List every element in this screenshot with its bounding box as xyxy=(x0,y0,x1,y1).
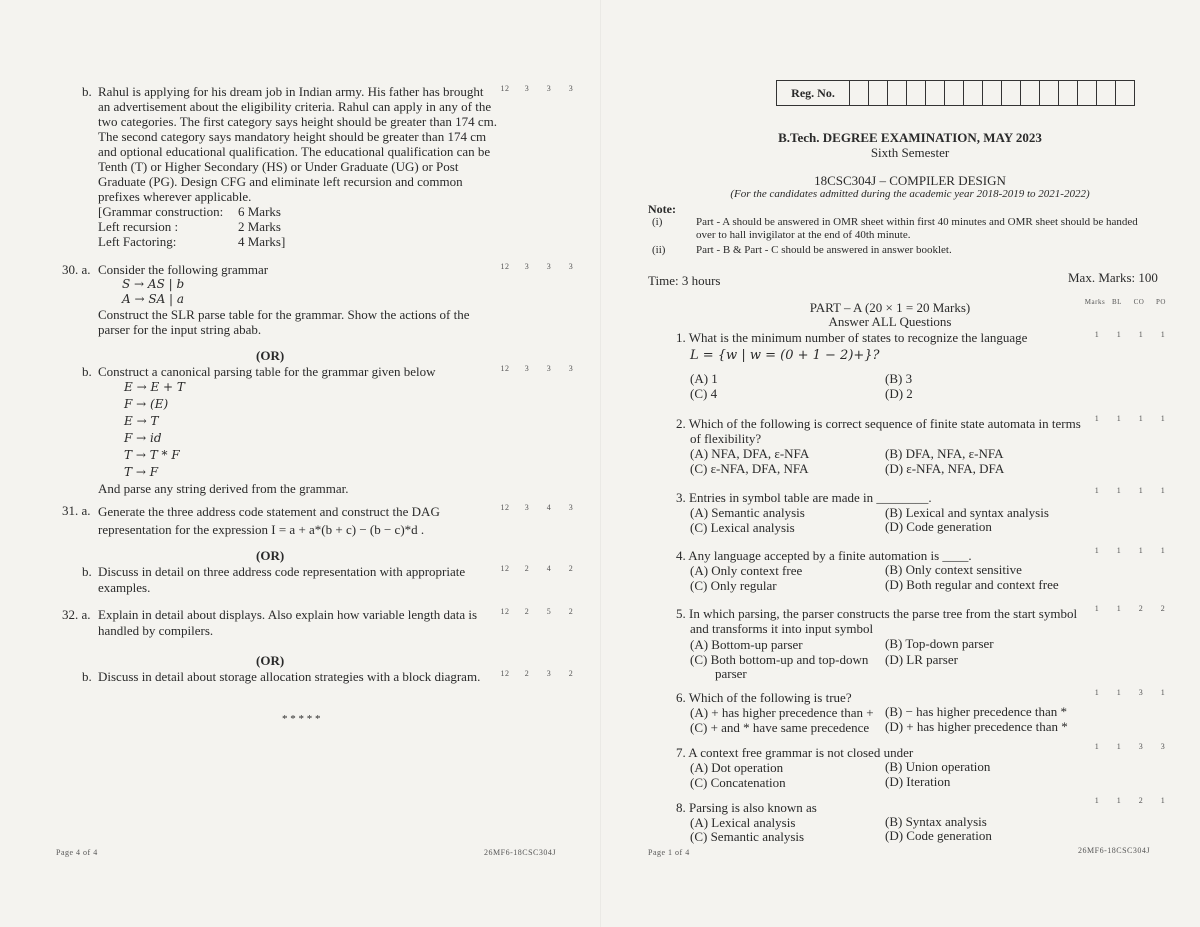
mark-value: 1 xyxy=(1094,546,1100,555)
mcq-7-option-d: (D) Iteration xyxy=(885,774,951,789)
mark-value: 3 xyxy=(568,364,574,373)
reg-no-table xyxy=(776,80,1135,106)
marks-header xyxy=(1084,298,1172,306)
q30a-line: Construct the SLR parse table for the grammar. Show the actions of the xyxy=(98,307,470,322)
q31b-line: Discuss in detail on three address code representation with appropriate xyxy=(98,564,466,579)
grammar-rule: T → F xyxy=(124,465,159,479)
mcq-5-option-a: (A) Bottom-up parser xyxy=(690,637,803,652)
reg-cell xyxy=(964,81,983,106)
mcq-6-option-b: (B) − has higher precedence than * xyxy=(885,704,1068,719)
mark-value: 2 xyxy=(1138,604,1144,613)
split-val: 6 Marks xyxy=(238,204,281,219)
mcq-5-option-c: (C) Both bottom-up and top-down xyxy=(690,652,869,667)
mark-value: 3 xyxy=(546,262,552,271)
reg-cell xyxy=(907,81,926,106)
q31b-label: b. xyxy=(82,564,92,579)
or-separator: (OR) xyxy=(256,548,285,563)
q29b-marks xyxy=(494,84,582,93)
exam-time: Time: 3 hours xyxy=(648,273,721,288)
mark-value: 1 xyxy=(1116,546,1122,555)
mark-value: 4 xyxy=(546,503,552,512)
reg-cell xyxy=(926,81,945,106)
mark-value: 12 xyxy=(500,564,510,573)
q29b-split-row xyxy=(98,204,497,219)
reg-cell xyxy=(945,81,964,106)
mark-value: 3 xyxy=(524,503,530,512)
reg-cell xyxy=(1097,81,1116,106)
mark-value: 3 xyxy=(524,262,530,271)
mark-value: 3 xyxy=(546,364,552,373)
mark-value: 3 xyxy=(546,669,552,678)
q29b-body xyxy=(98,84,497,249)
mark-value: 1 xyxy=(1160,546,1166,555)
mcq-2-option-d: (D) ε-NFA, NFA, DFA xyxy=(885,461,1005,476)
reg-cell xyxy=(983,81,1002,106)
reg-cell xyxy=(1021,81,1040,106)
mcq-6-question: 6. Which of the following is true? xyxy=(676,690,852,705)
mark-value: 2 xyxy=(568,607,574,616)
footer-page: Page 4 of 4 xyxy=(56,848,98,857)
mcq-8-marks xyxy=(1086,796,1174,805)
academic-note: (For the candidates admitted during the academic year 2018-2019 to 2021-2022) xyxy=(730,188,1090,200)
mark-value: 5 xyxy=(546,607,552,616)
mcq-8-option-b: (B) Syntax analysis xyxy=(885,814,987,829)
mcq-5-option-d: (D) LR parser xyxy=(885,652,958,667)
mcq-6-option-a: (A) + has higher precedence than + xyxy=(690,705,874,720)
header-cell: PO xyxy=(1156,298,1166,306)
q29b-line: two categories. The first category says height should be greater than 174 cm. xyxy=(98,114,498,129)
mark-value: 1 xyxy=(1116,796,1122,805)
mcq-4-marks xyxy=(1086,546,1174,555)
part-a-heading: PART – A (20 × 1 = 20 Marks) xyxy=(809,300,971,315)
mark-value: 12 xyxy=(500,84,510,93)
q29b-line: prefixes wherever applicable. xyxy=(98,189,252,204)
q32a-line: Explain in detail about displays. Also explain how variable length data is xyxy=(98,607,478,622)
mcq-5-question xyxy=(676,606,1077,636)
question-line: of flexibility? xyxy=(690,431,762,446)
q32a-body xyxy=(98,607,477,639)
q31b-body xyxy=(98,564,465,596)
reg-label: Reg. No. xyxy=(777,81,850,106)
footer-code: 26MF6-18CSC304J xyxy=(484,848,556,857)
mark-value: 1 xyxy=(1116,414,1122,423)
q30b-body xyxy=(98,364,436,496)
mcq-2-question xyxy=(676,416,1081,446)
q30a-line: parser for the input string abab. xyxy=(98,322,262,337)
reg-cell xyxy=(1059,81,1078,106)
mcq-7-option-b: (B) Union operation xyxy=(885,759,991,774)
split-val: 2 Marks xyxy=(238,219,281,234)
mark-value: 3 xyxy=(546,84,552,93)
q31a-line: Generate the three address code statement and construct the DAG xyxy=(98,504,440,519)
note-line: over to hall invigilator at the end of 40th minute. xyxy=(696,229,911,241)
grammar-rule: E → T xyxy=(124,414,159,428)
mcq-1-option-c: (C) 4 xyxy=(690,386,718,401)
q30a-label: 30. a. xyxy=(62,262,91,277)
semester: Sixth Semester xyxy=(870,145,950,160)
q30a-marks xyxy=(494,262,582,271)
header-cell: Marks xyxy=(1084,298,1106,306)
mcq-5-option-c-cont: parser xyxy=(715,666,747,681)
note-num: (ii) xyxy=(652,244,666,256)
mcq-5-marks xyxy=(1086,604,1174,613)
mcq-3-marks xyxy=(1086,486,1174,495)
mark-value: 1 xyxy=(1138,330,1144,339)
footer-page: Page 1 of 4 xyxy=(648,848,690,857)
q31b-line: examples. xyxy=(98,580,151,595)
split-val: 4 Marks] xyxy=(238,234,286,249)
mcq-3-option-a: (A) Semantic analysis xyxy=(690,505,805,520)
q30b-text: Construct a canonical parsing table for the grammar given below xyxy=(98,364,436,379)
mark-value: 1 xyxy=(1138,486,1144,495)
mark-value: 3 xyxy=(524,364,530,373)
q29b-label: b. xyxy=(82,84,92,99)
right-page xyxy=(600,0,1200,927)
q32b-marks xyxy=(494,669,582,678)
q31a-marks xyxy=(494,503,582,512)
note-line: Part - B & Part - C should be answered in answer booklet. xyxy=(696,244,952,256)
mark-value: 3 xyxy=(1160,742,1166,751)
q32a-line: handled by compilers. xyxy=(98,623,214,638)
q31a-body xyxy=(98,503,440,539)
mark-value: 3 xyxy=(1138,742,1144,751)
reg-cell xyxy=(1002,81,1021,106)
reg-no-box xyxy=(776,80,1135,106)
q32a-marks xyxy=(494,607,582,616)
mark-value: 3 xyxy=(568,84,574,93)
answer-all: Answer ALL Questions xyxy=(828,314,952,329)
mcq-1-formula: L = {w | w = (0 + 1 − 2)+}? xyxy=(690,348,880,363)
mcq-6-option-d: (D) + has higher precedence than * xyxy=(885,719,1068,734)
note-num: (i) xyxy=(652,216,663,228)
mark-value: 1 xyxy=(1160,486,1166,495)
q29b-line: Tenth (T) or Higher Secondary (HS) or Under Graduate (UG) or Post xyxy=(98,159,459,174)
mcq-7-question: 7. A context free grammar is not closed under xyxy=(676,745,914,760)
reg-cell xyxy=(1078,81,1097,106)
mcq-3-option-d: (D) Code generation xyxy=(885,519,992,534)
mcq-1-marks xyxy=(1086,330,1174,339)
mcq-8-question: 8. Parsing is also known as xyxy=(676,800,817,815)
q30b-label: b. xyxy=(82,364,92,379)
mcq-6-option-c: (C) + and * have same precedence xyxy=(690,720,870,735)
grammar-rule: A → SA | a xyxy=(122,292,185,306)
mark-value: 2 xyxy=(524,669,530,678)
q30b-after: And parse any string derived from the grammar. xyxy=(98,481,349,496)
mark-value: 1 xyxy=(1094,688,1100,697)
mcq-2-option-c: (C) ε-NFA, DFA, NFA xyxy=(690,461,809,476)
grammar-rule: F → id xyxy=(124,431,162,445)
mark-value: 3 xyxy=(524,84,530,93)
mcq-7-marks xyxy=(1086,742,1174,751)
q31b-marks xyxy=(494,564,582,573)
note-line: Part - A should be answered in OMR sheet within first 40 minutes and OMR sheet should be handed xyxy=(696,216,1138,228)
q29b-line: The second category says mandatory height should be greater than 174 cm xyxy=(98,129,487,144)
q29b-line: and optional educational qualification. The educational qualification can be xyxy=(98,144,491,159)
q29b-line: Rahul is applying for his dream job in Indian army. His father has brought xyxy=(98,84,484,99)
reg-cell xyxy=(869,81,888,106)
mark-value: 1 xyxy=(1094,330,1100,339)
mcq-6-marks xyxy=(1086,688,1174,697)
q29b-line: an advertisement about the eligibility criteria. Rahul can apply in any of the xyxy=(98,99,492,114)
mark-value: 2 xyxy=(524,607,530,616)
q31a-label: 31. a. xyxy=(62,503,91,518)
mark-value: 12 xyxy=(500,262,510,271)
reg-cell xyxy=(888,81,907,106)
q30a-body xyxy=(98,262,470,337)
mcq-4-option-d: (D) Both regular and context free xyxy=(885,577,1059,592)
mcq-4-option-a: (A) Only context free xyxy=(690,563,803,578)
mark-value: 2 xyxy=(1160,604,1166,613)
header-cell: CO xyxy=(1133,298,1145,306)
mark-value: 1 xyxy=(1138,414,1144,423)
end-stars: * * * * * xyxy=(282,713,321,725)
mcq-8-option-c: (C) Semantic analysis xyxy=(690,829,805,844)
q29b-split-row xyxy=(98,234,497,249)
mark-value: 1 xyxy=(1116,742,1122,751)
split-name: Left Factoring: xyxy=(98,234,177,249)
or-separator: (OR) xyxy=(256,348,285,363)
mark-value: 2 xyxy=(524,564,530,573)
mcq-1-option-d: (D) 2 xyxy=(885,386,913,401)
mark-value: 3 xyxy=(1138,688,1144,697)
mark-value: 12 xyxy=(500,669,510,678)
mark-value: 2 xyxy=(568,564,574,573)
mcq-5-option-b: (B) Top-down parser xyxy=(885,636,994,651)
or-separator: (OR) xyxy=(256,653,285,668)
mcq-2-marks xyxy=(1086,414,1174,423)
mark-value: 2 xyxy=(1138,796,1144,805)
mark-value: 1 xyxy=(1094,604,1100,613)
mcq-8-option-d: (D) Code generation xyxy=(885,828,992,843)
grammar-rule: T → T * F xyxy=(124,448,180,462)
mark-value: 1 xyxy=(1116,330,1122,339)
mcq-7-option-c: (C) Concatenation xyxy=(690,775,786,790)
mcq-1-option-b: (B) 3 xyxy=(885,371,913,386)
q32b-label: b. xyxy=(82,669,92,684)
mcq-3-question: 3. Entries in symbol table are made in ________. xyxy=(676,490,932,505)
mcq-2-option-a: (A) NFA, DFA, ε-NFA xyxy=(690,446,810,461)
mcq-3-option-c: (C) Lexical analysis xyxy=(690,520,795,535)
mark-value: 1 xyxy=(1094,796,1100,805)
split-name: Left recursion : xyxy=(98,219,179,234)
mark-value: 12 xyxy=(500,503,510,512)
mcq-2-option-b: (B) DFA, NFA, ε-NFA xyxy=(885,446,1004,461)
note-label: Note: xyxy=(648,202,676,216)
course-title: 18CSC304J – COMPILER DESIGN xyxy=(814,173,1006,188)
max-marks: Max. Marks: 100 xyxy=(1068,270,1158,285)
mcq-7-option-a: (A) Dot operation xyxy=(690,760,784,775)
mcq-1-question: 1. What is the minimum number of states to recognize the language xyxy=(676,330,1028,345)
exam-title: B.Tech. DEGREE EXAMINATION, MAY 2023 xyxy=(778,130,1042,145)
mcq-8-option-a: (A) Lexical analysis xyxy=(690,815,796,830)
mark-value: 1 xyxy=(1094,486,1100,495)
mcq-3-option-b: (B) Lexical and syntax analysis xyxy=(885,505,1049,520)
question-line: and transforms it into input symbol xyxy=(690,621,874,636)
mcq-4-option-b: (B) Only context sensitive xyxy=(885,562,1022,577)
mark-value: 1 xyxy=(1116,486,1122,495)
mark-value: 1 xyxy=(1116,688,1122,697)
mark-value: 1 xyxy=(1116,604,1122,613)
mark-value: 1 xyxy=(1160,688,1166,697)
grammar-rule: E → E + T xyxy=(124,380,185,394)
mark-value: 4 xyxy=(546,564,552,573)
q32a-label: 32. a. xyxy=(62,607,91,622)
note-body xyxy=(696,216,1138,242)
reg-cell xyxy=(850,81,869,106)
grammar-rule: S → AS | b xyxy=(122,277,185,291)
mark-value: 1 xyxy=(1094,742,1100,751)
mark-value: 1 xyxy=(1160,330,1166,339)
footer-code: 26MF6-18CSC304J xyxy=(1078,846,1150,855)
mcq-1-option-a: (A) 1 xyxy=(690,371,718,386)
mcq-4-question: 4. Any language accepted by a finite automation is ____. xyxy=(676,548,972,563)
question-line: 5. In which parsing, the parser constructs the parse tree from the start symbol xyxy=(676,606,1078,621)
reg-cell xyxy=(1116,81,1135,106)
mark-value: 12 xyxy=(500,607,510,616)
mark-value: 3 xyxy=(568,262,574,271)
header-cell: BL xyxy=(1112,298,1122,306)
mark-value: 3 xyxy=(568,503,574,512)
mark-value: 1 xyxy=(1160,796,1166,805)
mark-value: 1 xyxy=(1160,414,1166,423)
mark-value: 12 xyxy=(500,364,510,373)
mark-value: 2 xyxy=(568,669,574,678)
grammar-rule: F → (E) xyxy=(124,397,169,411)
mcq-4-option-c: (C) Only regular xyxy=(690,578,777,593)
question-line: 2. Which of the following is correct sequence of finite state automata in terms xyxy=(676,416,1081,431)
mark-value: 1 xyxy=(1094,414,1100,423)
q31a-line: representation for the expression I = a + a*(b + c) − (b − c)*d . xyxy=(98,522,425,537)
q29b-line: Graduate (PG). Design CFG and eliminate left recursion and common xyxy=(98,174,463,189)
q30b-marks xyxy=(494,364,582,373)
q29b-split-row xyxy=(98,219,497,234)
q32b-text: Discuss in detail about storage allocation strategies with a block diagram. xyxy=(98,669,481,684)
q30a-text: Consider the following grammar xyxy=(98,262,269,277)
mark-value: 1 xyxy=(1138,546,1144,555)
reg-cell xyxy=(1040,81,1059,106)
split-name: [Grammar construction: xyxy=(98,204,224,219)
